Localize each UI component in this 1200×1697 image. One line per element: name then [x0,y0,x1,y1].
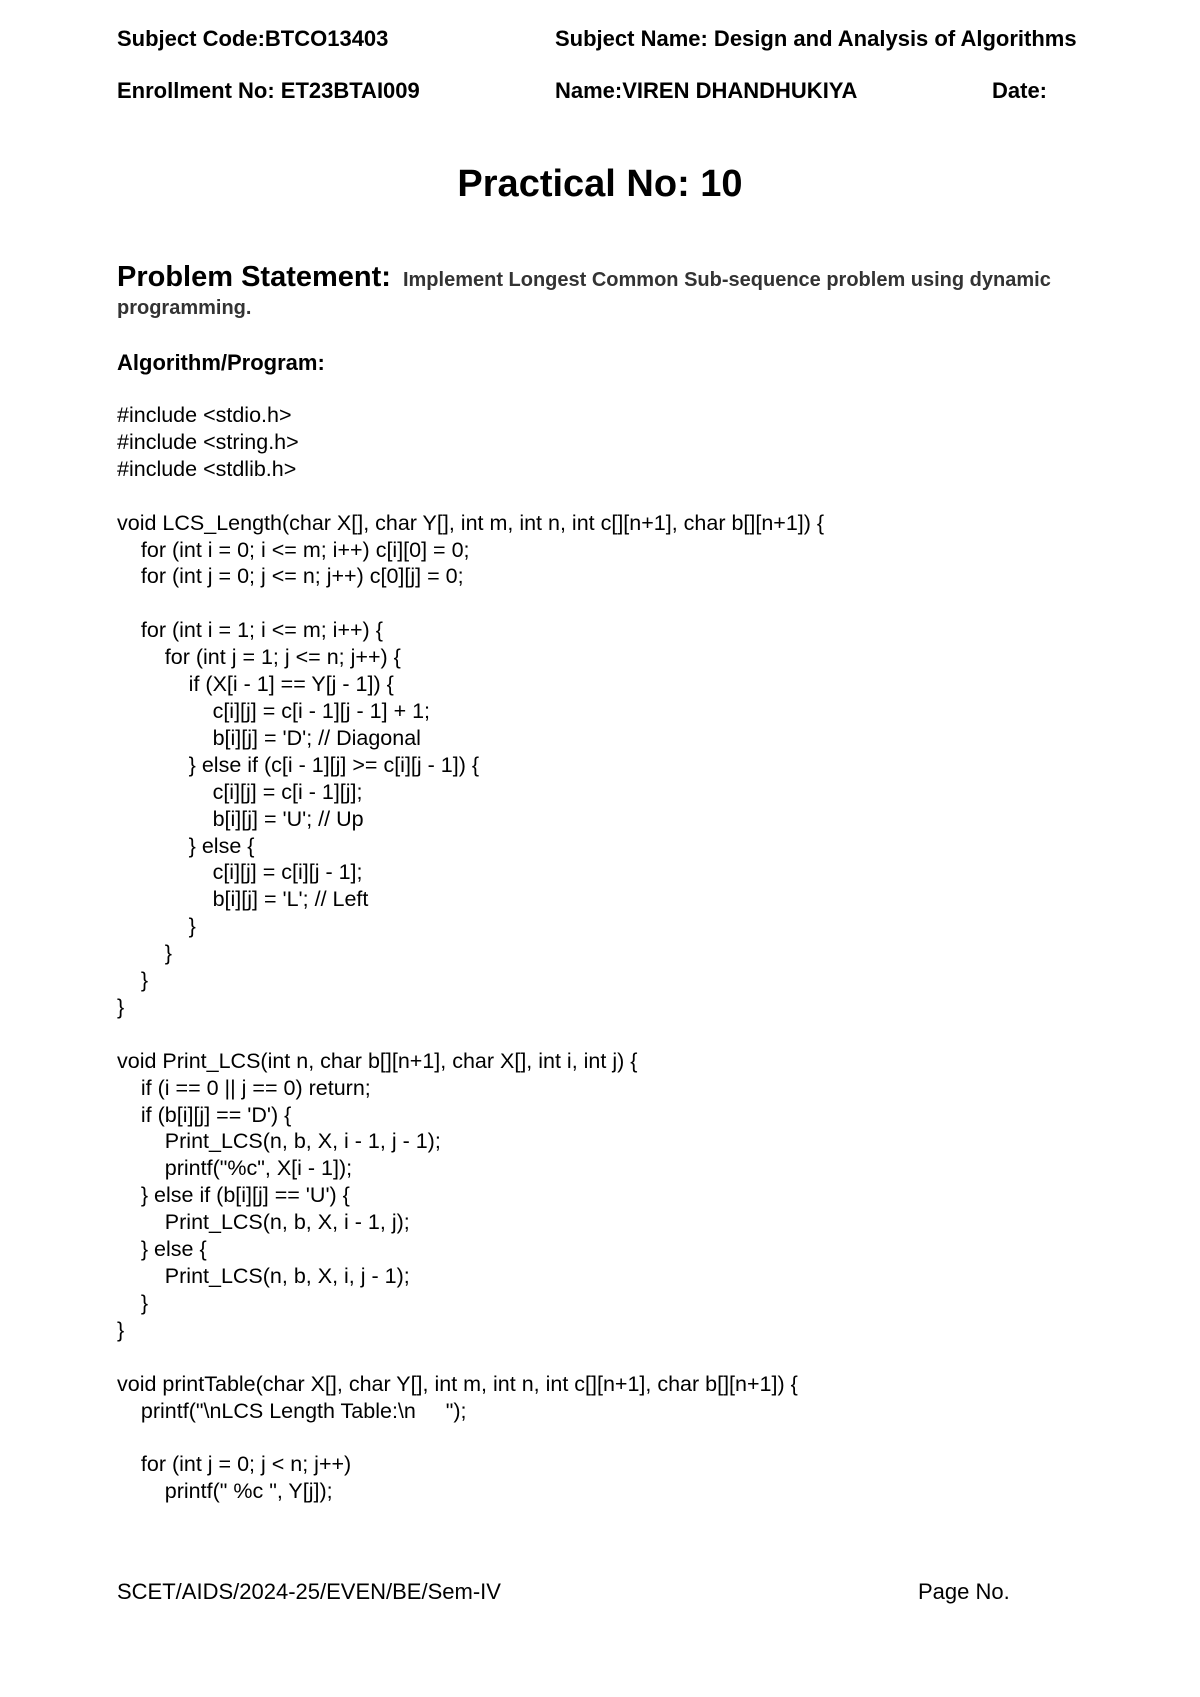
subject-code: Subject Code:BTCO13403 [117,26,389,51]
problem-statement-label: Problem Statement: [117,261,391,293]
footer-course-code: SCET/AIDS/2024-25/EVEN/BE/Sem-IV [117,1579,501,1604]
enrollment-number: Enrollment No: ET23BTAI009 [117,78,420,103]
algorithm-label: Algorithm/Program: [117,350,325,375]
page-title: Practical No: 10 [457,163,743,205]
code-listing: #include <stdio.h> #include <string.h> #include <stdlib.h> void LCS_Length(char X[], char Y[], int m, int n, int c[][n+1], char b[][n+1]) { for (int i = 0; i <= m; i++) c[i][0] = 0; for (int j = 0; j <= n; j++) c[0][j] = 0; for (int i = 1; i <= m; i++) { for (int j = 1; j <= n; j++) { if (X[i - 1] == Y[j - 1]) { c[i][j] = c[i - 1][j - 1] + 1; b[i][j] = 'D'; // Diagonal } else if (c[i - 1][j] >= c[i][j - 1]) { c[i][j] = c[i - 1][j]; b[i][j] = 'U'; // Up } else { c[i][j] = c[i][j - 1]; b[i][j] = 'L'; // Left } } } } void Print_LCS(int n, char b[][n+1], char X[], int i, int j) { if (i == 0 || j == 0) return; if (b[i][j] == 'D') { Print_LCS(n, b, X, i - 1, j - 1); printf("%c", X[i - 1]); } else if (b[i][j] == 'U') { Print_LCS(n, b, X, i - 1, j); } else { Print_LCS(n, b, X, i, j - 1); } } void printTable(char X[], char Y[], int m, int n, int c[][n+1], char b[][n+1]) { printf("\nLCS Length Table:\n "); for (int j = 0; j < n; j++) printf(" %c ", Y[j]); [117,403,825,1504]
problem-statement [117,262,1102,323]
problem-statement-text: Implement Longest Common Sub-sequence problem using dynamic [402,269,1051,291]
subject-name: Subject Name: Design and Analysis of Algorithms [555,26,1077,51]
student-name: Name:VIREN DHANDHUKIYA [555,78,858,103]
footer-page-number: Page No. [918,1579,1010,1604]
date-label: Date: [992,78,1048,103]
problem-statement-text-continued: programming. [117,297,252,319]
